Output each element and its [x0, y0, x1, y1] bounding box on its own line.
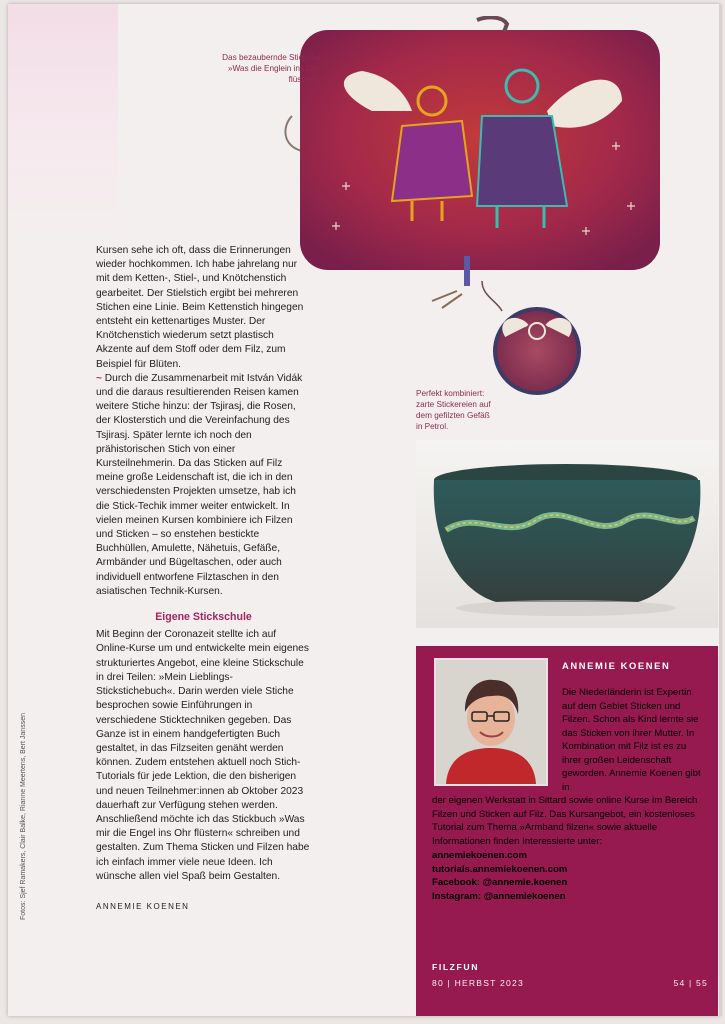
issue-line — [432, 978, 708, 988]
page-edge — [719, 4, 722, 1016]
sidebar-author-name: ANNEMIE KOENEN — [562, 660, 671, 671]
sidebar-bio-bottom — [432, 794, 708, 903]
website-link[interactable]: annemiekoenen.com — [432, 850, 527, 861]
caption-bowl: Perfekt kombiniert: zarte Stickereien auf dem gefilzten Gefäß in Petrol. — [416, 389, 491, 431]
photo-credit: Fotos: Sjef Ramakers, Clair Balke, Rianne Meertens, Bert Janssen — [20, 713, 27, 920]
photo-felt-bowl — [416, 440, 718, 628]
section-heading: Eigene Stickschule — [155, 611, 252, 624]
sidebar-links — [432, 849, 708, 903]
article-paragraph: Mit Beginn der Coronazeit stellte ich auf Online-Kurse um und entwickelte mein eigenes strukturiertes Angebot, eine kleine Stickschule in drei Teilen: »Mein Lieblings-Stickstichebuch«. Darin werden viele Stiche besprochen sowie Einführungen in verschiedene Sticktechniken gegeben. Das Ganze ist in einem handgefertigten Buch gestaltet, in das Filzseiten genäht werden können. Zudem entstehen aktuell noch Stich-Tutorials für jede Lektion, die den bisherigen und neuen Teilnehmer:innen ab Oktober 2023 dauerhaft zur Verfügung stehen werden. Anschließend möchte ich das Stickbuch »Was mir die Engel ins Ohr flüstern« schreiben und gestalten. Zum Thema Sticken und Filzen habe ich einfach immer viele neue Ideen. Ich wünsche allen viel Spaß beim Gestalten. — [96, 629, 310, 882]
tutorials-link[interactable]: tutorials.annemiekoenen.com — [432, 863, 568, 875]
photo-embroidered-case — [282, 16, 674, 408]
author-portrait — [434, 658, 548, 786]
sidebar-bio-top: Die Niederländerin ist Expertin auf dem Gebiet Sticken und Filzen. Schon als Kind lernte sie das Sticken von ihrer Mutter. In Kombination mit Filz ist es zu ihrer großen Leidenschaft geworden. Annemie Koenen gibt in — [562, 687, 701, 793]
issue-label: 80 | HERBST 2023 — [432, 978, 524, 988]
magazine-name: FILZFUN — [432, 962, 479, 972]
paragraph-marker: ~ — [96, 372, 102, 384]
instagram-link[interactable]: Instagram: @annemiekoenen — [432, 890, 566, 902]
sidebar-bio-text: der eigenen Werkstatt in Sittard sowie online Kurse im Bereich Filzen und Sticken auf Filz. Das Kursangebot, ein kostenloses Tutorial zum Thema »Armband filzen« sowie aktuelle Informationen finden Interessierte unter: — [432, 795, 698, 847]
article-column — [96, 244, 311, 914]
page-tint — [8, 4, 118, 244]
page-numbers: 54 | 55 — [673, 978, 708, 988]
caption-embroidered-case: Das bezaubernde Sticketui »Was die Englein ins Ohr flüstern« — [222, 53, 320, 84]
article-paragraph: Kursen sehe ich oft, dass die Erinnerungen wieder hochkommen. Ich habe jahrelang nur mit dem Ketten-, Stiel-, und Knötchenstich gearbeitet. Der Stielstich ergibt bei mehreren Stichen eine Linie. Beim Kettenstich hingegen entsteht ein kettenartiges Muster. Der Knötchenstich wiederum setzt plastisch Akzente auf dem Stoff oder dem Filz, zum Beispiel für Blüten. — [96, 245, 304, 370]
article-paragraph-text: Durch die Zusammenarbeit mit István Vidák und die daraus resultierenden Reisen kamen weitere Stiche hinzu: der Tsjirasj, die Rosen, der Klosterstich und die Vereinfachung des Tsjirasj. Später lernte ich noch den prähistorischen Stich von einer Kursteilnehmerin. Da das Sticken auf Filz meine große Leidenschaft ist, die ich in den verschiedensten Projekten umsetze, hab ich die Stick-Techik immer weiter entwickelt. In vielen meinen Kursen kombiniere ich Filzen und Sticken – so enstehen bestickte Buchhüllen, Amulette, Nähetuis, Gefäße, Armbänder und Bügeltaschen, oder auch individuell entworfene Filztaschen in den asiatischen Technik-Kursen. — [96, 372, 303, 597]
article-paragraph — [96, 372, 311, 599]
author-signature: ANNEMIE KOENEN — [96, 901, 190, 911]
portrait-image — [436, 660, 546, 784]
facebook-link[interactable]: Facebook: @annemie.koenen — [432, 877, 568, 888]
